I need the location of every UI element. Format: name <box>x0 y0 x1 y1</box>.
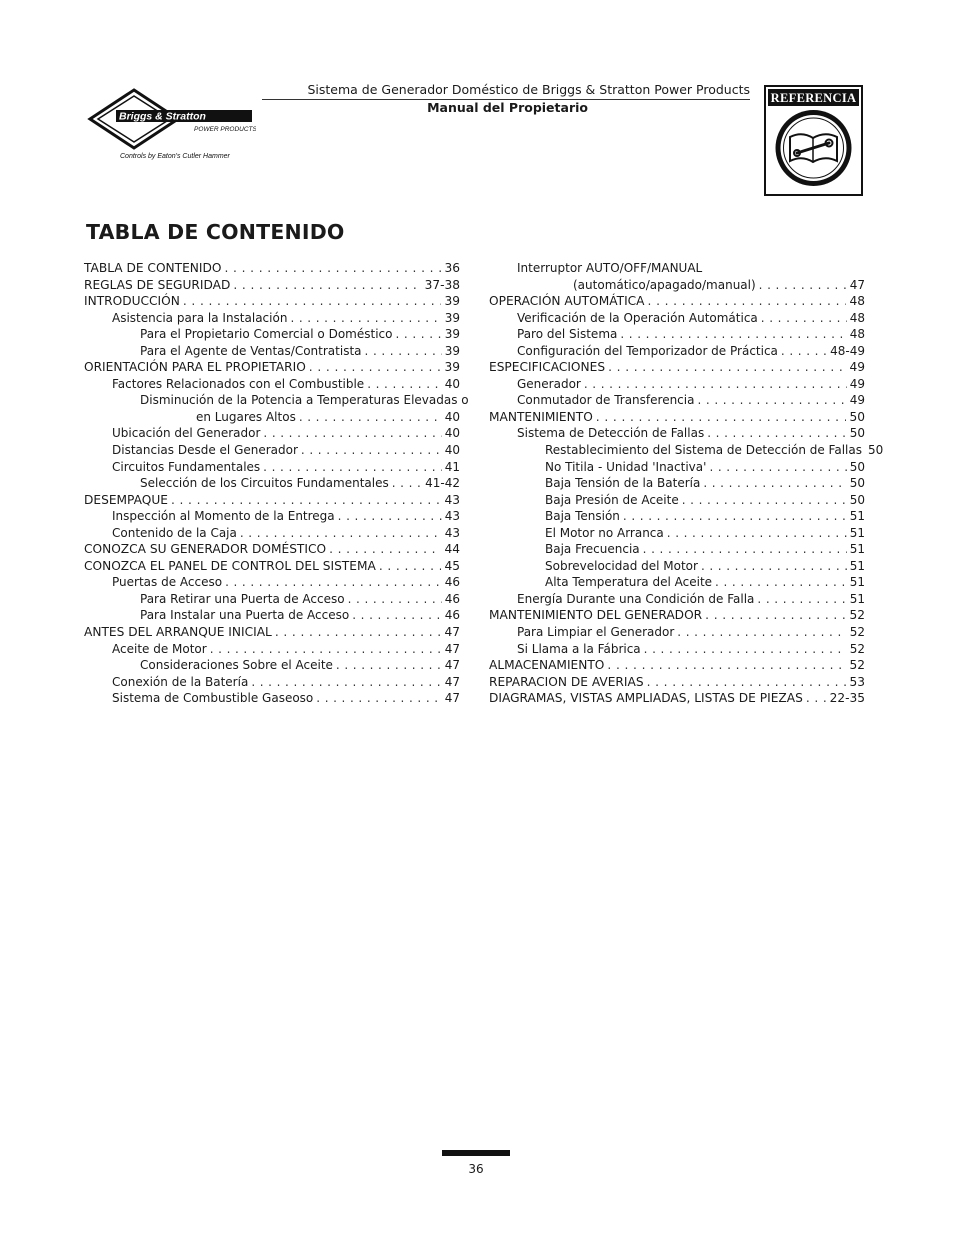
toc-leader-dots <box>682 492 847 509</box>
toc-entry-page: 48 <box>849 294 865 309</box>
toc-entry-page: 44 <box>444 542 460 557</box>
toc-leader-dots <box>290 310 441 327</box>
toc-entry-page: 39 <box>444 294 460 309</box>
toc-leader-dots <box>584 376 847 393</box>
toc-entry <box>84 459 460 476</box>
toc-leader-dots <box>392 475 422 492</box>
toc-entry-page: 51 <box>849 542 865 557</box>
toc-entry-label: Baja Frecuencia <box>545 542 640 557</box>
toc-entry-label: Baja Tensión <box>545 509 620 524</box>
toc-leader-dots <box>240 525 442 542</box>
toc-leader-dots <box>647 674 847 691</box>
toc-entry-label: Verificación de la Operación Automática <box>517 310 758 325</box>
toc-entry <box>84 657 460 674</box>
toc-entry-label: Sistema de Detección de Fallas <box>517 426 705 441</box>
toc-entry-label: Para Retirar una Puerta de Acceso <box>140 591 345 606</box>
toc-entry-label: DIAGRAMAS, VISTAS AMPLIADAS, LISTAS DE PIEZAS <box>489 691 803 706</box>
toc-entry-page: 52 <box>849 608 865 623</box>
toc-entry-page: 40 <box>444 409 460 424</box>
toc-entry-label: Para el Propietario Comercial o Doméstico <box>140 327 393 342</box>
briggs-stratton-logo <box>86 88 256 164</box>
toc-leader-dots <box>367 376 442 393</box>
toc-entry <box>84 674 460 691</box>
toc-entry-label: Inspección al Momento de la Entrega <box>112 509 335 524</box>
toc-leader-dots <box>316 690 441 707</box>
toc-entry-page: 52 <box>849 641 865 656</box>
toc-entry-page: 50 <box>849 476 865 491</box>
toc-entry <box>84 475 460 492</box>
toc-entry-page: 39 <box>444 343 460 358</box>
toc-entry-page: 52 <box>849 658 865 673</box>
toc-leader-dots <box>336 657 442 674</box>
toc-entry-label: Selección de los Circuitos Fundamentales <box>140 476 389 491</box>
toc-entry <box>489 392 865 409</box>
toc-entry-label: Para Instalar una Puerta de Acceso <box>140 608 350 623</box>
book-wrench-icon <box>764 85 863 196</box>
toc-entry-page: 46 <box>444 591 460 606</box>
page-title: TABLA DE CONTENIDO <box>86 220 345 244</box>
toc-entry-page: 50 <box>849 459 865 474</box>
toc-entry-page: 43 <box>444 492 460 507</box>
toc-leader-dots <box>299 409 442 426</box>
toc-entry-label: Energía Durante una Condición de Falla <box>517 591 755 606</box>
toc-entry-page: 51 <box>849 591 865 606</box>
toc-entry-page: 39 <box>444 310 460 325</box>
toc-entry-page: 43 <box>444 509 460 524</box>
logo-brand: Briggs & Stratton <box>119 110 206 123</box>
toc-entry-label: No Titila - Unidad 'Inactiva' <box>545 459 707 474</box>
toc-entry <box>489 657 865 674</box>
toc-entry <box>489 525 865 542</box>
toc-entry-page: 47 <box>444 674 460 689</box>
toc-leader-dots <box>225 574 442 591</box>
toc-leader-dots <box>757 591 846 608</box>
toc-entry-label: REPARACION DE AVERIAS <box>489 674 644 689</box>
toc-entry <box>84 641 460 658</box>
toc-entry <box>489 293 865 310</box>
toc-entry <box>489 425 865 442</box>
toc-entry <box>84 558 460 575</box>
toc-entry <box>84 277 460 294</box>
toc-entry-label: Consideraciones Sobre el Aceite <box>140 658 333 673</box>
toc-entry-label: (automático/apagado/manual) <box>573 277 756 292</box>
toc-entry-page: 41-42 <box>425 476 460 491</box>
toc-entry <box>84 508 460 525</box>
toc-entry-label: Conexión de la Batería <box>112 674 249 689</box>
toc-entry-label: Conmutador de Transferencia <box>517 393 695 408</box>
toc-entry <box>84 359 460 376</box>
toc-entry <box>489 442 884 459</box>
toc-entry <box>84 624 460 641</box>
toc-leader-dots <box>338 508 442 525</box>
toc-leader-dots <box>648 293 847 310</box>
toc-entry-label: MANTENIMIENTO DEL GENERADOR <box>489 608 703 623</box>
toc-leader-dots <box>703 475 846 492</box>
toc-entry-page: 39 <box>444 327 460 342</box>
toc-entry-label: Baja Presión de Aceite <box>545 492 679 507</box>
toc-leader-dots <box>707 425 847 442</box>
toc-leader-dots <box>225 260 442 277</box>
toc-entry-label: Alta Temperatura del Aceite <box>545 575 713 590</box>
toc-entry <box>489 310 865 327</box>
page-number: 36 <box>468 1162 484 1176</box>
toc-entry-page: 45 <box>444 558 460 573</box>
toc-entry <box>84 376 460 393</box>
toc-entry-label: El Motor no Arranca <box>545 525 664 540</box>
toc-entry-label: Para el Agente de Ventas/Contratista <box>140 343 362 358</box>
toc-entry <box>84 574 460 591</box>
toc-leader-dots <box>644 641 847 658</box>
toc-entry-label: Si Llama a la Fábrica <box>517 641 641 656</box>
toc-entry <box>489 624 865 641</box>
toc-entry-page: 53 <box>849 674 865 689</box>
toc-entry-label: en Lugares Altos <box>196 409 296 424</box>
toc-entry-label: Aceite de Motor <box>112 641 207 656</box>
toc-leader-dots <box>365 343 442 360</box>
toc-entry-label: Asistencia para la Instalación <box>112 310 288 325</box>
toc-entry <box>489 508 865 525</box>
toc-entry-page: 52 <box>849 625 865 640</box>
toc-entry-page: 46 <box>444 575 460 590</box>
header-subtitle: Manual del Propietario <box>427 100 588 115</box>
toc-entry <box>84 541 460 558</box>
toc-entry-page: 40 <box>444 426 460 441</box>
toc-entry <box>489 475 865 492</box>
toc-entry <box>489 359 865 376</box>
toc-leader-dots <box>348 591 442 608</box>
toc-leader-dots <box>781 343 827 360</box>
toc-leader-dots <box>183 293 442 310</box>
toc-entry-page: 49 <box>849 393 865 408</box>
toc-entry-label: Paro del Sistema <box>517 327 618 342</box>
toc-entry-label: Circuitos Fundamentales <box>112 459 261 474</box>
toc-entry <box>489 558 865 575</box>
toc-entry <box>489 277 865 294</box>
toc-entry-page: 47 <box>444 658 460 673</box>
toc-entry <box>489 641 865 658</box>
toc-entry-page: 22-35 <box>829 691 865 706</box>
toc-leader-dots <box>275 624 442 641</box>
toc-entry-page: 40 <box>444 376 460 391</box>
toc-left-column <box>84 260 469 707</box>
toc-leader-dots <box>705 607 846 624</box>
toc-entry-label: DESEMPAQUE <box>84 492 168 507</box>
footer-rule-thin <box>442 1155 510 1156</box>
toc-entry-label: ALMACENAMIENTO <box>489 658 605 673</box>
toc-leader-dots <box>608 359 846 376</box>
toc-leader-dots <box>263 425 441 442</box>
toc-entry-label: Generador <box>517 376 581 391</box>
toc-entry-page: 41 <box>444 459 460 474</box>
toc-entry-label: Factores Relacionados con el Combustible <box>112 376 365 391</box>
toc-leader-dots <box>379 558 442 575</box>
toc-entry <box>489 343 865 360</box>
toc-leader-dots <box>395 326 441 343</box>
toc-entry <box>84 409 460 426</box>
toc-entry-label: Sistema de Combustible Gaseoso <box>112 691 314 706</box>
referencia-badge <box>764 85 863 196</box>
toc-leader-dots <box>171 492 442 509</box>
toc-entry <box>489 376 865 393</box>
toc-entry <box>84 293 460 310</box>
toc-entry <box>84 425 460 442</box>
briggs-stratton-diamond-logo-icon <box>86 88 256 164</box>
toc-leader-dots <box>667 525 847 542</box>
toc-leader-dots <box>596 409 847 426</box>
toc-entry-page: 48 <box>849 310 865 325</box>
toc-entry-page: 49 <box>849 376 865 391</box>
toc-right-column <box>489 260 884 707</box>
toc-leader-dots <box>210 641 442 658</box>
toc-entry-page: 47 <box>444 641 460 656</box>
toc-leader-dots <box>643 541 847 558</box>
toc-leader-dots <box>607 657 846 674</box>
toc-entry-label: ESPECIFICACIONES <box>489 360 606 375</box>
toc-entry <box>489 674 865 691</box>
toc-leader-dots <box>709 459 846 476</box>
toc-entry <box>489 326 865 343</box>
toc-entry-page: 51 <box>849 575 865 590</box>
toc-leader-dots <box>329 541 441 558</box>
toc-leader-dots <box>697 392 846 409</box>
toc-entry-label: ANTES DEL ARRANQUE INICIAL <box>84 625 272 640</box>
toc-entry-line: Interruptor AUTO/OFF/MANUAL <box>517 261 703 275</box>
toc-entry-label: TABLA DE CONTENIDO <box>84 261 222 275</box>
toc-leader-dots <box>352 607 441 624</box>
toc-entry-page: 51 <box>849 525 865 540</box>
toc-leader-dots <box>309 359 442 376</box>
toc-entry <box>489 459 865 476</box>
toc-entry-label: INTRODUCCIÓN <box>84 294 180 309</box>
toc-entry-page: 39 <box>444 360 460 375</box>
toc-entry <box>84 607 460 624</box>
toc-entry-label: Sobrevelocidad del Motor <box>545 558 698 573</box>
toc-entry-page: 50 <box>849 409 865 424</box>
toc-entry-page: 48 <box>849 327 865 342</box>
toc-entry-page: 51 <box>849 558 865 573</box>
toc-entry-label: MANTENIMIENTO <box>489 409 593 424</box>
toc-leader-dots <box>251 674 441 691</box>
toc-entry-page: 47 <box>444 691 460 706</box>
header-title: Sistema de Generador Doméstico de Briggs & Stratton Power Products <box>262 82 750 100</box>
toc-leader-dots <box>677 624 846 641</box>
toc-entry <box>84 343 460 360</box>
toc-entry-page: 47 <box>444 625 460 640</box>
toc-entry-page: 40 <box>444 443 460 458</box>
toc-leader-dots <box>263 459 442 476</box>
logo-tagline: POWER PRODUCTS <box>194 126 256 133</box>
toc-entry <box>489 541 865 558</box>
toc-entry-label: Restablecimiento del Sistema de Detección de Fallas <box>545 443 862 458</box>
toc-entry <box>84 591 460 608</box>
toc-entry <box>489 409 865 426</box>
toc-entry-page: 46 <box>444 608 460 623</box>
toc-leader-dots <box>620 326 846 343</box>
toc-entry-page: 50 <box>868 443 884 458</box>
toc-leader-dots <box>806 690 827 707</box>
toc-entry-page: 37-38 <box>424 277 460 292</box>
toc-entry <box>84 492 460 509</box>
toc-entry <box>489 492 865 509</box>
toc-entry <box>84 310 460 327</box>
toc-leader-dots <box>233 277 421 294</box>
toc-entry-line: Disminución de la Potencia a Temperaturas Elevadas o <box>140 393 469 408</box>
toc-entry-label: OPERACIÓN AUTOMÁTICA <box>489 294 645 309</box>
toc-entry-page: 36 <box>444 261 460 275</box>
toc-entry-label: CONOZCA SU GENERADOR DOMÉSTICO <box>84 542 327 557</box>
toc-entry-label: Para Limpiar el Generador <box>517 625 675 640</box>
toc-leader-dots <box>759 277 847 294</box>
toc-leader-dots <box>623 508 847 525</box>
toc-leader-dots <box>715 574 847 591</box>
toc-entry-page: 47 <box>849 277 865 292</box>
toc-entry-label: Baja Tensión de la Batería <box>545 476 701 491</box>
toc-entry <box>84 690 460 707</box>
toc-entry <box>84 260 460 277</box>
logo-byline: Controls by Eaton's Cutler Hammer <box>120 153 230 160</box>
toc-entry-label: Distancias Desde el Generador <box>112 443 298 458</box>
toc-entry-page: 49 <box>849 360 865 375</box>
toc-entry-page: 51 <box>849 509 865 524</box>
toc-entry-page: 43 <box>444 525 460 540</box>
toc-entry-page: 50 <box>849 492 865 507</box>
toc-entry-page: 50 <box>849 426 865 441</box>
toc-leader-dots <box>301 442 442 459</box>
toc-entry-label: ORIENTACIÓN PARA EL PROPIETARIO <box>84 360 306 375</box>
toc-entry <box>84 442 460 459</box>
toc-entry-label: CONOZCA EL PANEL DE CONTROL DEL SISTEMA <box>84 558 376 573</box>
toc-entry-label: REGLAS DE SEGURIDAD <box>84 277 231 292</box>
toc-entry <box>489 607 865 624</box>
toc-leader-dots <box>701 558 847 575</box>
toc-leader-dots <box>761 310 847 327</box>
toc-entry <box>84 525 460 542</box>
toc-entry-page: 48-49 <box>830 343 865 358</box>
toc-entry-label: Contenido de la Caja <box>112 525 237 540</box>
toc-entry <box>489 690 865 707</box>
toc-entry <box>489 591 865 608</box>
badge-label: REFERENCIA <box>770 91 857 105</box>
toc-entry-label: Configuración del Temporizador de Práctica <box>517 343 778 358</box>
toc-entry-label: Ubicación del Generador <box>112 426 261 441</box>
toc-entry <box>84 326 460 343</box>
toc-entry-label: Puertas de Acceso <box>112 575 223 590</box>
toc-entry <box>489 574 865 591</box>
